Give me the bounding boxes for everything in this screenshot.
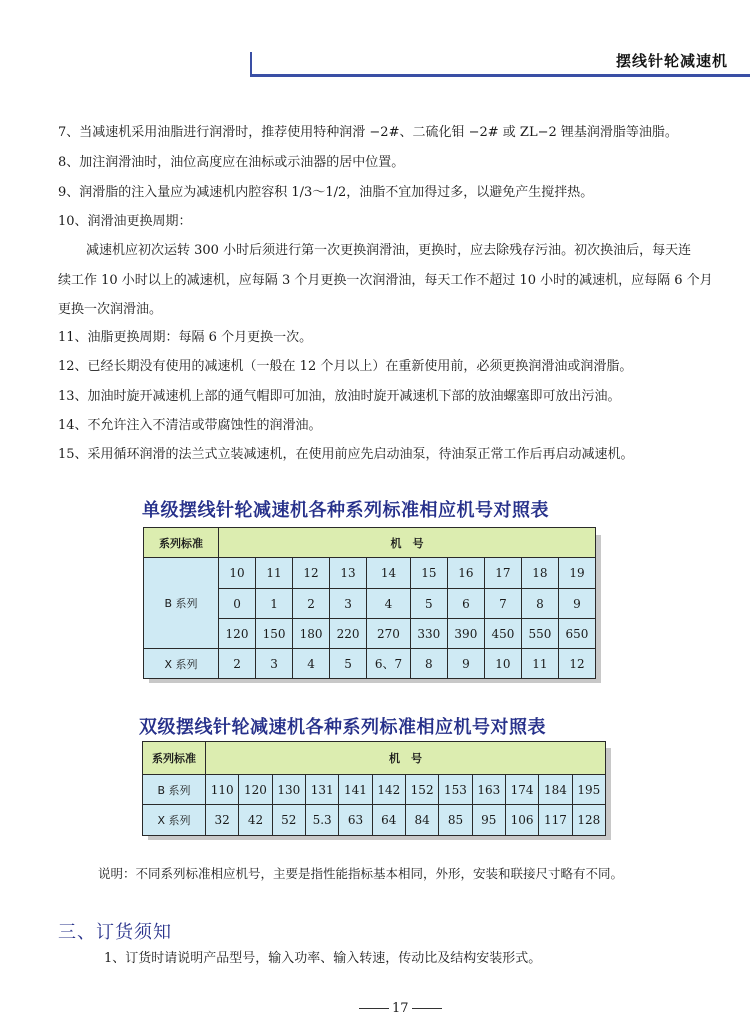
table-cell: 117 bbox=[539, 805, 572, 836]
table-cell: 2 bbox=[293, 589, 330, 619]
table-cell: 9 bbox=[558, 589, 595, 619]
table-cell: 174 bbox=[505, 775, 538, 805]
table1-col-header: 系列标准 bbox=[144, 528, 219, 558]
table-cell: 650 bbox=[558, 619, 595, 649]
table-cell: 11 bbox=[521, 649, 558, 679]
section-title: 三、订货须知 bbox=[58, 922, 172, 943]
list-item: 13、加油时旋开减速机上部的通气帽即可加油，放油时旋开减速机下部的放油螺塞即可放出污油。 bbox=[58, 389, 621, 404]
table1-x-label: X 系列 bbox=[144, 649, 219, 679]
list-item: 10、润滑油更换周期： bbox=[58, 214, 192, 229]
table-cell: 131 bbox=[305, 775, 338, 805]
header-rule bbox=[250, 74, 750, 77]
table-cell: 220 bbox=[330, 619, 367, 649]
table-cell: 153 bbox=[439, 775, 472, 805]
table-cell: 64 bbox=[372, 805, 405, 836]
page-number-value: 17 bbox=[392, 1001, 409, 1016]
table-cell: 4 bbox=[293, 649, 330, 679]
table-cell: 3 bbox=[330, 589, 367, 619]
table-cell: 128 bbox=[572, 805, 605, 836]
table-cell: 184 bbox=[539, 775, 572, 805]
table-cell: 390 bbox=[447, 619, 484, 649]
list-item: 15、采用循环润滑的法兰式立装减速机，在使用前应先启动油泵，待油泵正常工作后再启动减速机。 bbox=[58, 447, 634, 462]
table-cell: 550 bbox=[521, 619, 558, 649]
table-cell: 142 bbox=[372, 775, 405, 805]
table-cell: 11 bbox=[256, 558, 293, 589]
page-dash-right bbox=[412, 1008, 442, 1009]
list-item: 14、不允许注入不清洁或带腐蚀性的润滑油。 bbox=[58, 418, 322, 433]
list-item: 12、已经长期没有使用的减速机（一般在 12 个月以上）在重新使用前，必须更换润滑油或润滑脂。 bbox=[58, 359, 633, 374]
table-cell: 106 bbox=[505, 805, 538, 836]
table-cell: 1 bbox=[256, 589, 293, 619]
table1-b-label: B 系列 bbox=[144, 558, 219, 649]
table2-col-header: 系列标准 bbox=[143, 742, 206, 775]
table1 bbox=[143, 527, 596, 679]
table-cell: 5.3 bbox=[305, 805, 338, 836]
paragraph-line: 更换一次润滑油。 bbox=[58, 302, 163, 317]
table-cell: 3 bbox=[256, 649, 293, 679]
table-cell: 120 bbox=[219, 619, 256, 649]
table-cell: 130 bbox=[272, 775, 305, 805]
table-cell: 10 bbox=[219, 558, 256, 589]
paragraph-line: 续工作 10 小时以上的减速机，应每隔 3 个月更换一次润滑油，每天工作不超过 10 小时的减速机，应每隔 6 个月 bbox=[58, 273, 713, 288]
header-tick bbox=[250, 52, 252, 76]
table-cell: 0 bbox=[219, 589, 256, 619]
table-cell: 120 bbox=[239, 775, 272, 805]
table-cell: 2 bbox=[219, 649, 256, 679]
table-cell: 163 bbox=[472, 775, 505, 805]
paragraph-line: 减速机应初次运转 300 小时后须进行第一次更换润滑油，更换时，应去除残存污油。初次换油后，每天连 bbox=[86, 243, 692, 258]
list-item: 8、加注润滑油时，油位高度应在油标或示油器的居中位置。 bbox=[58, 155, 405, 170]
table-cell: 8 bbox=[410, 649, 447, 679]
table-cell: 152 bbox=[405, 775, 438, 805]
table-cell: 8 bbox=[521, 589, 558, 619]
table-cell: 12 bbox=[293, 558, 330, 589]
table2-b-label: B 系列 bbox=[143, 775, 206, 805]
table-cell: 7 bbox=[484, 589, 521, 619]
table2-title: 双级摆线针轮减速机各种系列标准相应机号对照表 bbox=[139, 717, 546, 738]
table-note: 说明：不同系列标准相应机号，主要是指性能指标基本相同，外形，安装和联接尺寸略有不同。 bbox=[98, 866, 624, 881]
table-cell: 17 bbox=[484, 558, 521, 589]
table-cell: 110 bbox=[206, 775, 239, 805]
table-cell: 270 bbox=[367, 619, 411, 649]
list-item: 11、油脂更换周期：每隔 6 个月更换一次。 bbox=[58, 330, 313, 345]
table-cell: 6 bbox=[447, 589, 484, 619]
table-cell: 19 bbox=[558, 558, 595, 589]
table-cell: 42 bbox=[239, 805, 272, 836]
table-cell: 195 bbox=[572, 775, 605, 805]
order-item: 1、订货时请说明产品型号，输入功率、输入转速，传动比及结构安装形式。 bbox=[104, 951, 542, 966]
table2-x-label: X 系列 bbox=[143, 805, 206, 836]
page-number bbox=[356, 1001, 445, 1016]
header-title: 摆线针轮减速机 bbox=[615, 52, 728, 70]
table-cell: 32 bbox=[206, 805, 239, 836]
list-item: 9、润滑脂的注入量应为减速机内腔容积 1/3～1/2，油脂不宜加得过多，以避免产生搅拌热。 bbox=[58, 185, 594, 200]
table-cell: 5 bbox=[330, 649, 367, 679]
table-cell: 9 bbox=[447, 649, 484, 679]
table-cell: 141 bbox=[339, 775, 372, 805]
table-cell: 18 bbox=[521, 558, 558, 589]
table-cell: 15 bbox=[410, 558, 447, 589]
table-cell: 180 bbox=[293, 619, 330, 649]
table-cell: 150 bbox=[256, 619, 293, 649]
table-cell: 6、7 bbox=[367, 649, 411, 679]
table-cell: 13 bbox=[330, 558, 367, 589]
table-cell: 5 bbox=[410, 589, 447, 619]
table1-title: 单级摆线针轮减速机各种系列标准相应机号对照表 bbox=[142, 500, 549, 521]
table-cell: 14 bbox=[367, 558, 411, 589]
table-cell: 95 bbox=[472, 805, 505, 836]
table-cell: 85 bbox=[439, 805, 472, 836]
table-cell: 16 bbox=[447, 558, 484, 589]
table1-num-header: 机 号 bbox=[219, 528, 596, 558]
table-cell: 84 bbox=[405, 805, 438, 836]
table-cell: 330 bbox=[410, 619, 447, 649]
page-dash-left bbox=[359, 1008, 389, 1009]
table2 bbox=[142, 741, 606, 836]
table-cell: 12 bbox=[558, 649, 595, 679]
list-item: 7、当减速机采用油脂进行润滑时，推荐使用特种润滑 −2#、二硫化钼 −2# 或 ZL−2 锂基润滑脂等油脂。 bbox=[58, 125, 678, 140]
table-cell: 52 bbox=[272, 805, 305, 836]
table2-num-header: 机 号 bbox=[206, 742, 606, 775]
table-cell: 63 bbox=[339, 805, 372, 836]
table-cell: 10 bbox=[484, 649, 521, 679]
table-cell: 450 bbox=[484, 619, 521, 649]
table-cell: 4 bbox=[367, 589, 411, 619]
